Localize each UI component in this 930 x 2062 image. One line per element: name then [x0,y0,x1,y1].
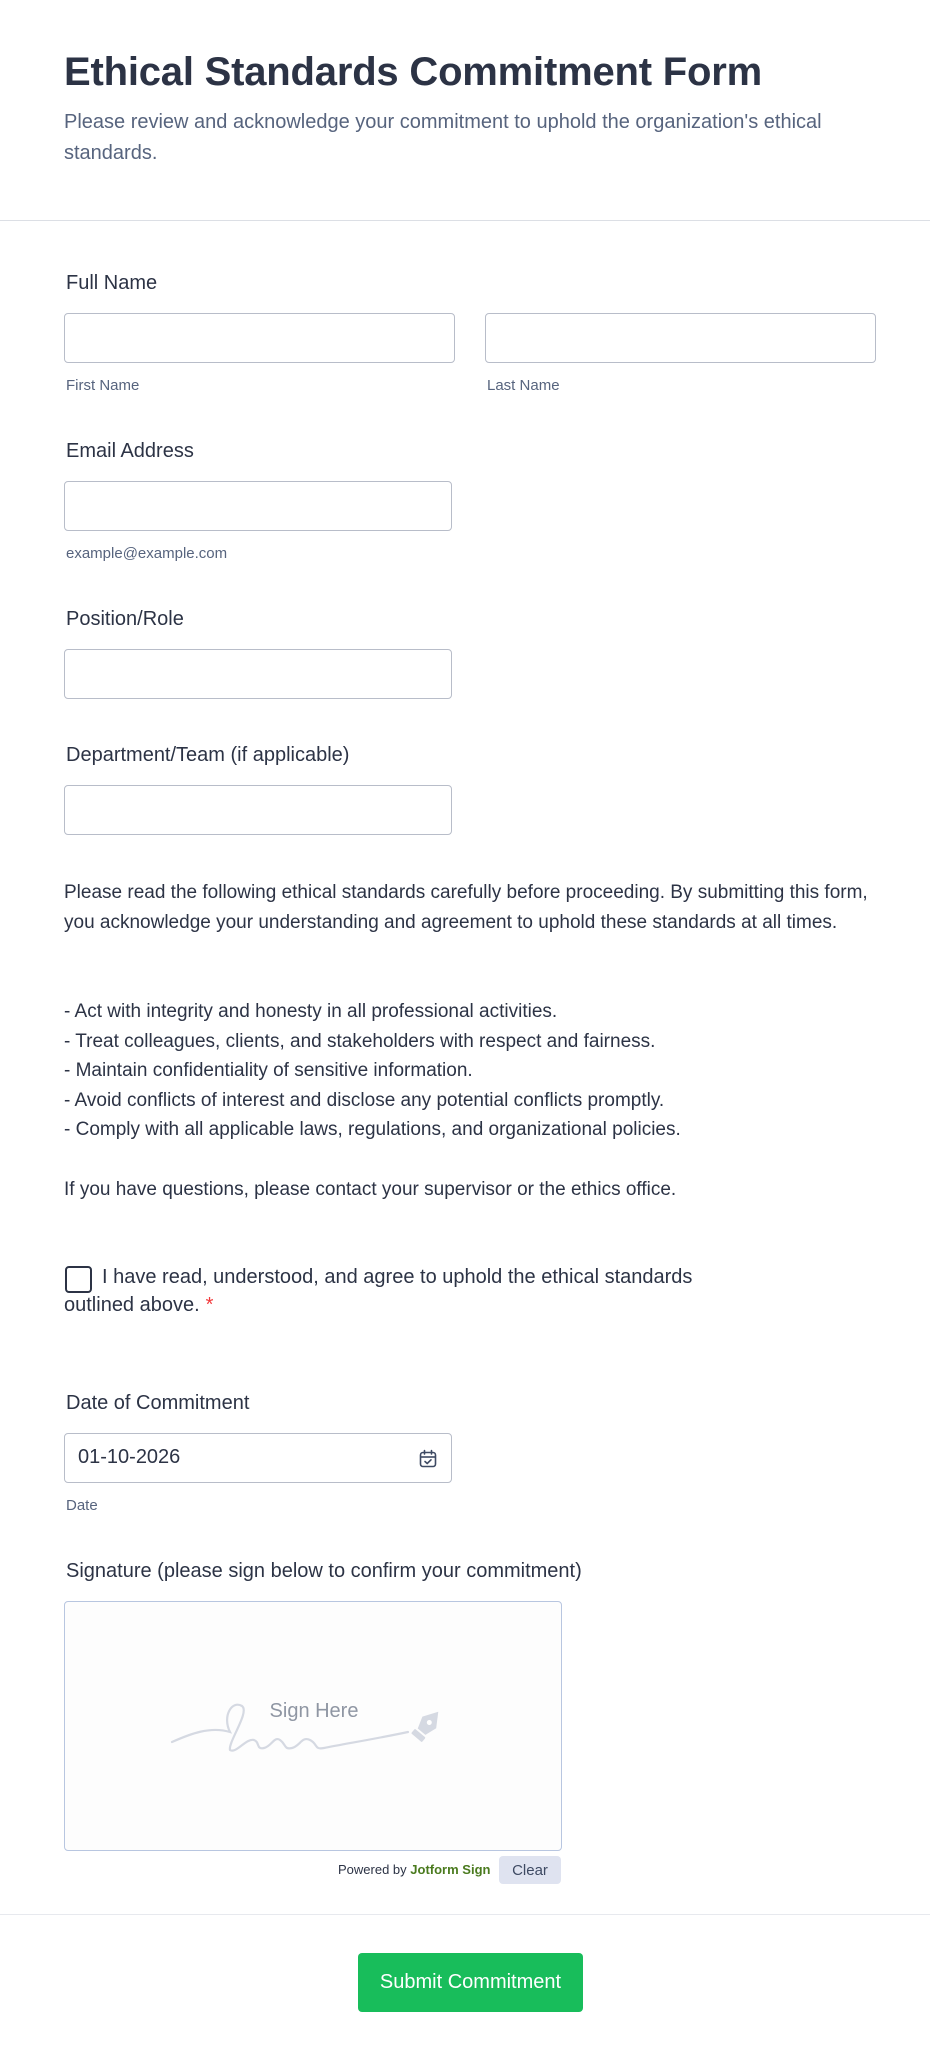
signature-pad[interactable] [64,1601,562,1851]
signature-hint: Sign Here [269,1700,359,1722]
footer-divider [0,1914,930,1915]
calendar-icon[interactable] [418,1449,438,1469]
standards-item: - Avoid conflicts of interest and disclose any potential conflicts promptly. [64,1089,665,1111]
standards-item: - Act with integrity and honesty in all professional activities. [64,1001,558,1022]
date-label: Date of Commitment [66,1392,250,1414]
email-sublabel: example@example.com [66,545,228,562]
powered-by-text: Powered by [338,1862,407,1877]
first-name-input[interactable] [64,313,455,363]
jotform-sign-brand: Jotform Sign [410,1862,491,1877]
agreement-checkbox[interactable] [65,1266,92,1293]
form-header [0,0,930,221]
position-input[interactable] [64,649,452,699]
clear-signature-button[interactable]: Clear [499,1856,561,1884]
submit-button[interactable]: Submit Commitment [358,1953,583,2012]
email-label: Email Address [66,440,194,462]
department-input[interactable] [64,785,452,835]
form-subtitle: Please review and acknowledge your commitment to uphold the organization's ethical standards. [64,111,822,164]
agreement-text: I have read, understood, and agree to uphold the ethical standards outlined above. [64,1266,693,1316]
last-name-sublabel: Last Name [487,377,560,394]
required-marker: * [205,1294,214,1316]
position-label: Position/Role [66,608,184,630]
form-title: Ethical Standards Commitment Form [64,50,762,94]
standards-intro: Please read the following ethical standards carefully before proceeding. By submitting this form, you acknowledge your understanding and agreement to uphold these standards at all times. [64,882,868,933]
first-name-sublabel: First Name [66,377,140,394]
standards-item: - Treat colleagues, clients, and stakeholders with respect and fairness. [64,1030,656,1052]
last-name-input[interactable] [485,313,876,363]
standards-list [64,997,884,1145]
standards-outro: If you have questions, please contact your supervisor or the ethics office. [64,1179,677,1200]
standards-item: - Comply with all applicable laws, regulations, and organizational policies. [64,1119,681,1140]
date-sublabel: Date [66,1497,98,1514]
date-value: 01-10-2026 [78,1446,181,1468]
full-name-label: Full Name [66,272,158,294]
powered-by [338,1862,490,1877]
email-input[interactable] [64,481,452,531]
standards-item: - Maintain confidentiality of sensitive information. [64,1060,473,1081]
date-input[interactable] [64,1433,452,1483]
signature-label: Signature (please sign below to confirm your commitment) [66,1560,582,1582]
department-label: Department/Team (if applicable) [66,744,350,766]
agreement-label [64,1263,754,1319]
